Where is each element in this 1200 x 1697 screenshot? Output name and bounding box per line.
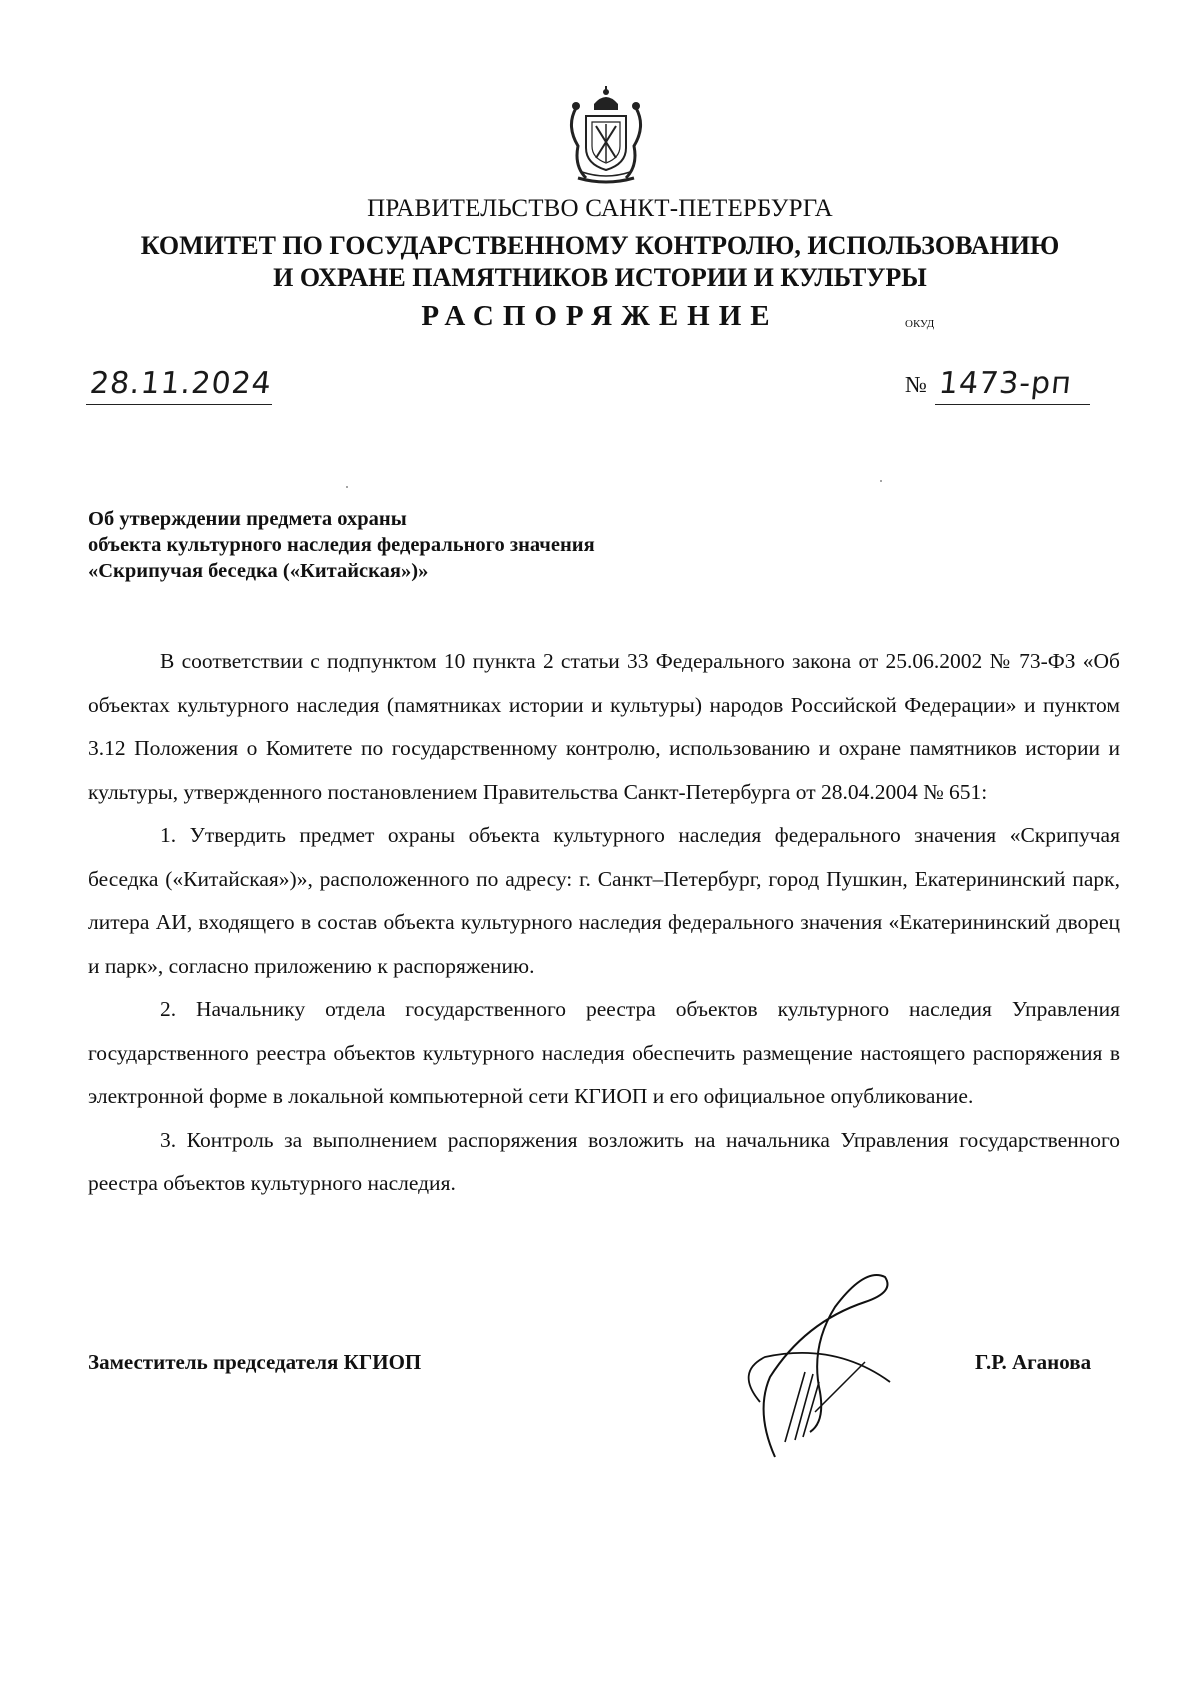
committee-title [0, 230, 1200, 294]
signatory-name: Г.Р. Аганова [975, 1350, 1092, 1374]
handwritten-number: 1473-рп [937, 366, 1074, 401]
subject-line-2: объекта культурного наследия федерального значения [88, 534, 595, 556]
subject-line-1: Об утверждении предмета охраны [88, 508, 407, 530]
subject-line-3: «Скрипучая беседка («Китайская»)» [88, 560, 429, 582]
subject-block [88, 506, 595, 584]
handwritten-signature [715, 1262, 925, 1462]
scan-dot [346, 486, 348, 488]
document-type: РАСПОРЯЖЕНИЕ [421, 300, 779, 332]
date-field [86, 366, 272, 405]
preamble-paragraph: В соответствии с подпунктом 10 пункта 2 статьи 33 Федерального закона от 25.06.2002 № 73-ФЗ «Об объектах культурного наследия (памятниках истории и культуры) народов Российской Федерации» и пунктом 3.12 Положения о Комитете по государственному контролю, использованию и охране памятников истории и культуры, утвержденного постановлением Правительства Санкт-Петербурга от 28.04.2004 № 651: [88, 649, 1120, 804]
item-2-paragraph: 2. Начальнику отдела государственного реестра объектов культурного наследия Управления государственного реестра объектов культурного наследия обеспечить размещение настоящего распоряжения в электронной форме в локальной компьютерной сети КГИОП и его официальное опубликование. [88, 997, 1120, 1108]
committee-line-2: И ОХРАНЕ ПАМЯТНИКОВ ИСТОРИИ И КУЛЬТУРЫ [273, 263, 927, 292]
number-label: № [905, 372, 927, 397]
okud-label: ОКУД [905, 318, 935, 330]
item-1-paragraph: 1. Утвердить предмет охраны объекта культурного наследия федерального значения «Скрипучая беседка («Китайская»)», расположенного по адресу: г. Санкт–Петербург, город Пушкин, Екатерининский парк, литера АИ, входящего в состав объекта культурного наследия федерального значения «Екатерининский дворец и парк», согласно приложению к распоряжению. [88, 823, 1120, 978]
item-3-paragraph: 3. Контроль за выполнением распоряжения возложить на начальника Управления государственного реестра объектов культурного наследия. [88, 1127, 1120, 1195]
signatory-position: Заместитель председателя КГИОП [88, 1350, 422, 1374]
committee-line-1: КОМИТЕТ ПО ГОСУДАРСТВЕННОМУ КОНТРОЛЮ, ИСПОЛЬЗОВАНИЮ [140, 231, 1060, 260]
government-title: ПРАВИТЕЛЬСТВО САНКТ-ПЕТЕРБУРГА [367, 195, 833, 222]
coat-of-arms-emblem [556, 86, 656, 186]
handwritten-date: 28.11.2024 [88, 366, 274, 401]
document-body [88, 640, 1120, 1206]
scan-dot [880, 480, 882, 482]
number-field [935, 366, 1090, 405]
